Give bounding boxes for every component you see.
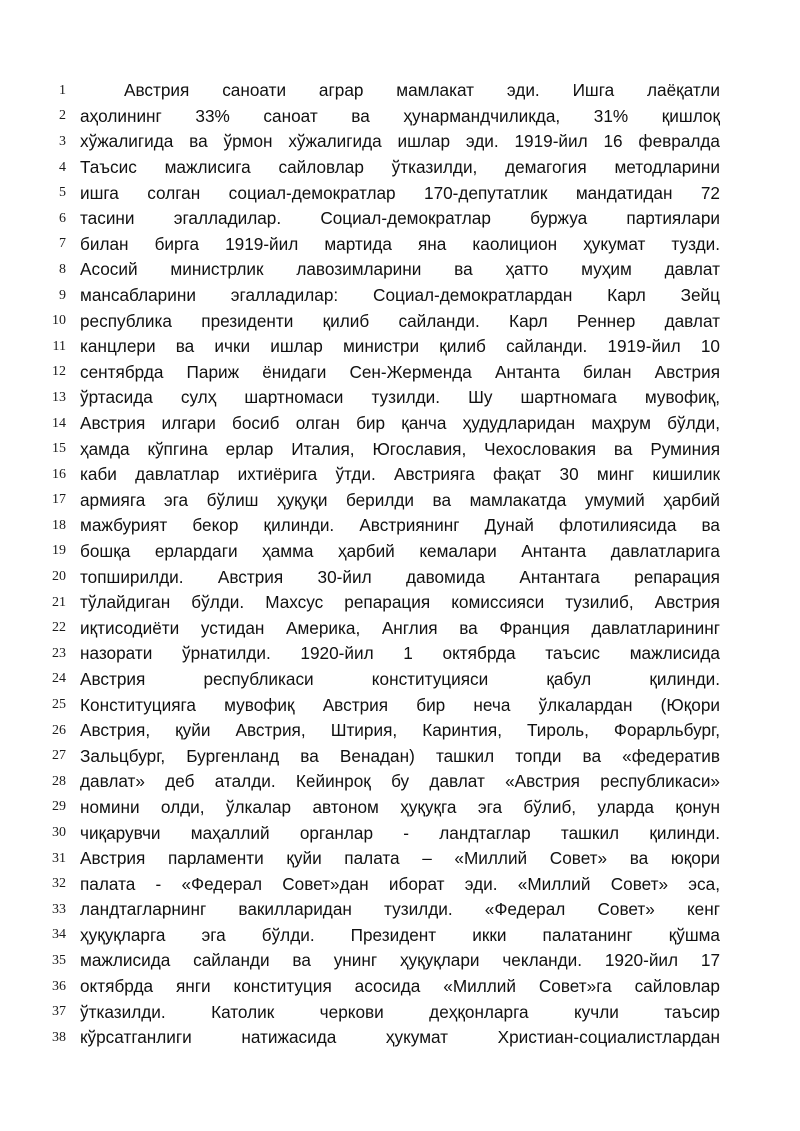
text-line [0, 948, 800, 974]
text-line [0, 155, 800, 181]
text-line [0, 692, 800, 718]
line-text: назорати ўрнатилди. 1920-йил 1 октябрда таъсис мажлисида [80, 643, 720, 664]
text-line [0, 78, 800, 104]
text-line [0, 718, 800, 744]
text-line [0, 795, 800, 821]
line-text: топширилди. Австрия 30-йил давомида Антантага репарация [80, 566, 720, 587]
line-number: 1 [59, 82, 66, 98]
line-text: номини олди, ўлкалар автоном ҳуқуқга эга бўлиб, уларда қонун [80, 796, 720, 817]
line-number: 32 [52, 876, 66, 892]
line-text: мажлисида сайланди ва унинг ҳуқуқлари чекланди. 1920-йил 17 [80, 950, 720, 971]
text-line [0, 411, 800, 437]
line-text: Австрия республикаси конституцияси қабул қилинди. [80, 668, 720, 689]
line-number: 7 [59, 236, 66, 252]
line-number: 36 [52, 978, 66, 994]
line-text: Зальцбург, Бургенланд ва Венадан) ташкил топди ва «федератив [80, 745, 720, 766]
line-number: 11 [52, 338, 66, 354]
line-text: Австрия, қуйи Австрия, Штирия, Каринтия, Тироль, Форарльбург, [80, 720, 720, 741]
line-number: 31 [52, 850, 66, 866]
text-line [0, 641, 800, 667]
text-line [0, 743, 800, 769]
text-line [0, 334, 800, 360]
line-number: 38 [52, 1029, 66, 1045]
text-line [0, 104, 800, 130]
line-number: 13 [52, 389, 66, 405]
line-number: 14 [52, 415, 66, 431]
line-number: 28 [52, 773, 66, 789]
line-text: Австрия саноати аграр мамлакат эди. Ишга лаёқатли [124, 80, 720, 101]
line-number: 35 [52, 952, 66, 968]
text-line [0, 999, 800, 1025]
text-line [0, 308, 800, 334]
line-number: 27 [52, 748, 66, 764]
text-line [0, 462, 800, 488]
line-number: 10 [52, 313, 66, 329]
line-text: мансабларини эгалладилар: Социал-демократлардан Карл Зейц [80, 285, 720, 306]
text-line [0, 897, 800, 923]
line-text: ишга солган социал-демократлар 170-депутатлик мандатидан 72 [80, 182, 720, 203]
line-text: республика президенти қилиб сайланди. Карл Реннер давлат [80, 310, 720, 331]
text-line [0, 206, 800, 232]
line-text: Австрия парламенти қуйи палата – «Миллий Совет» ва юқори [80, 848, 720, 869]
line-text: чиқарувчи маҳаллий органлар - ландтаглар ташкил қилинди. [80, 822, 720, 843]
line-number: 5 [59, 185, 66, 201]
text-line [0, 871, 800, 897]
line-text: сентябрда Париж ёнидаги Сен-Жерменда Антанта билан Австрия [80, 361, 720, 382]
line-number: 3 [59, 133, 66, 149]
line-text: армияга эга бўлиш ҳуқуқи берилди ва мамлакатда умумий ҳарбий [80, 489, 720, 510]
line-text: каби давлатлар ихтиёрига ўтди. Австрияга фақат 30 минг кишилик [80, 464, 720, 485]
line-text: тасини эгалладилар. Социал-демократлар буржуа партиялари [80, 208, 720, 229]
text-line [0, 360, 800, 386]
text-line [0, 232, 800, 258]
line-text: давлат» деб аталди. Кейинроқ бу давлат «Австрия республикаси» [80, 771, 720, 792]
line-text: канцлери ва ички ишлар министри қилиб сайланди. 1919-йил 10 [80, 336, 720, 357]
line-number: 34 [52, 927, 66, 943]
line-text: октябрда янги конституция асосида «Миллий Совет»га сайловлар [80, 976, 720, 997]
line-text: Австрия илгари босиб олган бир қанча ҳудудларидан маҳрум бўлди, [80, 413, 720, 434]
line-number: 19 [52, 543, 66, 559]
line-number: 21 [52, 594, 66, 610]
line-text: иқтисодиёти устидан Америка, Англия ва Франция давлатларининг [80, 617, 720, 638]
text-line [0, 974, 800, 1000]
text-line [0, 257, 800, 283]
line-text: Конституцияга мувофиқ Австрия бир неча ўлкалардан (Юқори [80, 694, 720, 715]
line-text: ҳуқуқларга эга бўлди. Президент икки палатанинг қўшма [80, 924, 720, 945]
text-line [0, 564, 800, 590]
text-line [0, 539, 800, 565]
line-number: 37 [52, 1004, 66, 1020]
line-text: бошқа ерлардаги ҳамма ҳарбий кемалари Антанта давлатларига [80, 540, 720, 561]
text-line [0, 283, 800, 309]
line-text: Таъсис мажлисига сайловлар ўтказилди, демагогия методларини [80, 157, 720, 178]
line-number: 6 [59, 210, 66, 226]
line-number: 17 [52, 492, 66, 508]
text-line [0, 385, 800, 411]
line-text: кўрсатганлиги натижасида ҳукумат Христиан-социалистлардан [80, 1027, 720, 1048]
line-number: 12 [52, 364, 66, 380]
text-line [0, 436, 800, 462]
line-text: мажбурият бекор қилинди. Австриянинг Дунай флотилиясида ва [80, 515, 720, 536]
text-line [0, 667, 800, 693]
line-number: 25 [52, 697, 66, 713]
line-text: ландтагларнинг вакилларидан тузилди. «Федерал Совет» кенг [80, 899, 720, 920]
text-line [0, 513, 800, 539]
line-text: ўртасида сулҳ шартномаси тузилди. Шу шартномага мувофиқ, [80, 387, 720, 408]
line-text: тўлайдиган бўлди. Махсус репарация комиссияси тузилиб, Австрия [80, 592, 720, 613]
line-text: хўжалигида ва ўрмон хўжалигида ишлар эди. 1919-йил 16 февралда [80, 131, 720, 152]
line-number: 23 [52, 645, 66, 661]
line-number: 24 [52, 671, 66, 687]
text-line [0, 769, 800, 795]
line-text: Асосий министрлик лавозимларини ва ҳатто муҳим давлат [80, 259, 720, 280]
text-line [0, 590, 800, 616]
text-line [0, 820, 800, 846]
text-line [0, 615, 800, 641]
line-text: аҳолининг 33% саноат ва ҳунармандчиликда, 31% қишлоқ [80, 105, 720, 126]
line-text: ҳамда кўпгина ерлар Италия, Югославия, Чехословакия ва Руминия [80, 438, 720, 459]
line-number: 30 [52, 825, 66, 841]
text-line [0, 846, 800, 872]
line-number: 22 [52, 620, 66, 636]
line-number: 8 [59, 261, 66, 277]
text-line [0, 1025, 800, 1051]
line-number: 16 [52, 466, 66, 482]
line-number: 29 [52, 799, 66, 815]
line-number: 26 [52, 722, 66, 738]
line-number: 33 [52, 901, 66, 917]
text-line [0, 923, 800, 949]
line-text: ўтказилди. Католик черкови деҳқонларга кучли таъсир [80, 1001, 720, 1022]
line-number: 18 [52, 517, 66, 533]
document-page [0, 78, 800, 1051]
line-number: 9 [59, 287, 66, 303]
line-number: 4 [59, 159, 66, 175]
line-number: 15 [52, 441, 66, 457]
line-text: палата - «Федерал Совет»дан иборат эди. «Миллий Совет» эса, [80, 873, 720, 894]
line-text: билан бирга 1919-йил мартида яна каолицион ҳукумат тузди. [80, 233, 720, 254]
text-line [0, 129, 800, 155]
text-line [0, 488, 800, 514]
line-number: 2 [59, 108, 66, 124]
line-number: 20 [52, 569, 66, 585]
text-line [0, 180, 800, 206]
